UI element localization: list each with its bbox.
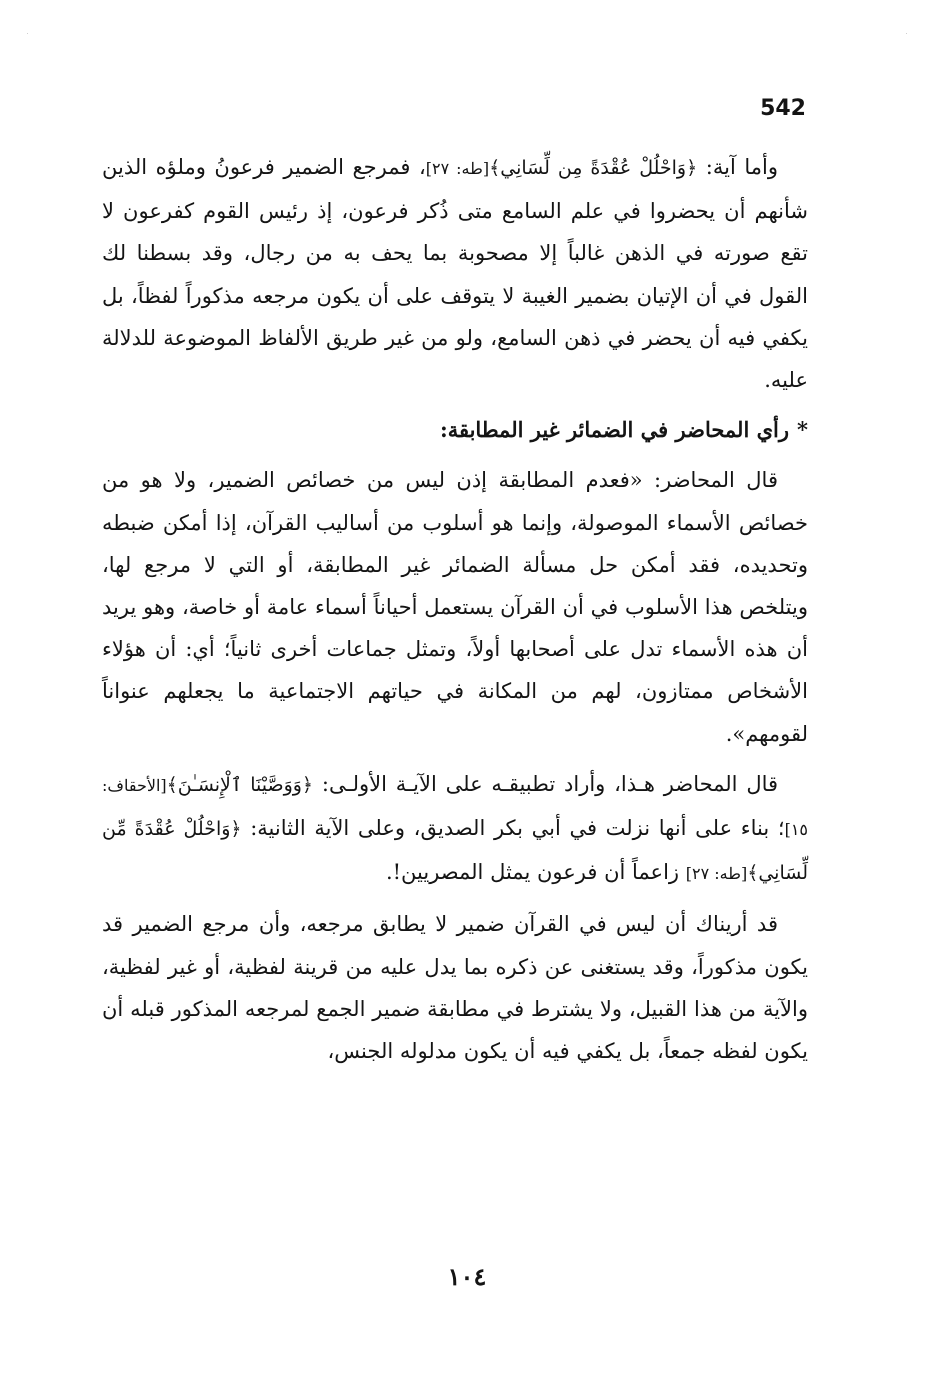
paragraph-1 — [102, 146, 808, 401]
paragraph-1-text-b: ، فمرجع الضمير فرعونُ وملؤه الذين شأنهم أن يحضروا في علم السامع متى ذُكر فرعون، إذ رئيس القوم كفرعون لا تقع صورته في الذهن غالباً إلا مصحوبة بما يحف به من رجال، وقد بسطنا لك القول في أن الإتيان بضمير الغيبة لا يتوقف على أن يكون مرجعه مذكوراً لفظاً، بل يكفي فيه أن يحضر في ذهن السامع، ولو من غير طريق الألفاظ الموضوعة للدلالة عليه. — [102, 155, 808, 393]
page-number-bottom: ١٠٤ — [447, 1262, 487, 1291]
quran-verse-1: ﴿وَاحْلُلْ عُقْدَةً مِن لِّسَانِي﴾ — [489, 157, 698, 179]
body-text — [102, 146, 808, 1072]
paragraph-2: قال المحاضر: «فعدم المطابقة إذن ليس من خصائص الضمير، ولا هو من خصائص الأسماء الموصولة، وإنما هو أسلوب من أساليب القرآن، إذا أمكن ضبطه وتحديده، فقد أمكن حل مسألة الضمائر غير المطابقة، أو التي لا مرجع لها، ويتلخص هذا الأسلوب في أن القرآن يستعمل أحياناً أسماء عامة أو خاصة، وهو يريد أن هذه الأسماء تدل على أصحابها أولاً، وتمثل جماعات أخرى ثانياً؛ أي: أن هؤلاء الأشخاص ممتازون، لهم من المكانة في حياتهم الاجتماعية ما يجعلهم عنواناً لقومهم». — [102, 468, 809, 746]
paragraph-4: قد أريناك أن ليس في القرآن ضمير لا يطابق مرجعه، وأن مرجع الضمير قد يكون مذكوراً، وقد يستغنى عن ذكره بما يدل عليه من قرينة لفظية، أو غير لفظية، والآية من هذا القبيل، ولا يشترط في مطابقة ضمير الجمع لمرجعه المذكور قبله أن يكون لفظه جمعاً، بل يكفي فيه أن يكون مدلوله الجنس، — [102, 912, 808, 1064]
section-heading — [102, 409, 808, 451]
verse-reference-2: [الأحقاف: ١٥] — [102, 775, 809, 840]
verse-reference-3: [طه: ٢٧] — [685, 864, 748, 884]
quran-verse-2: ﴿وَوَصَّيْنَا ٱلْإِنسَـٰنَ﴾ — [166, 773, 314, 796]
scan-corner-mark-left: · — [26, 28, 29, 38]
paragraph-3-text-b: ؛ بناء على أنها نزلت في أبي بكر الصديق، وعلى الآية الثانية: — [241, 816, 785, 841]
heading-star-icon: * — [797, 417, 808, 443]
paragraph-3 — [102, 763, 808, 896]
scan-corner-mark-right: · — [905, 28, 908, 38]
page-number-top: 542 — [760, 96, 806, 121]
quran-verse-3: ﴿وَاحْلُلْ عُقْدَةً مِّن لِّسَانِي﴾ — [102, 818, 808, 885]
section-heading-text: رأي المحاضر في الضمائر غير المطابقة: — [439, 417, 790, 443]
paragraph-3-text-c: زاعماً أن فرعون يمثل المصريين!. — [385, 860, 686, 885]
verse-reference-1: [طه: ٢٧] — [425, 159, 490, 178]
paragraph-1-text-a: وأما آية: — [697, 155, 778, 179]
paragraph-3-text-a: قال المحاضر هـذا، وأراد تطبيقـه على الآيـة الأولـى: — [313, 771, 779, 796]
